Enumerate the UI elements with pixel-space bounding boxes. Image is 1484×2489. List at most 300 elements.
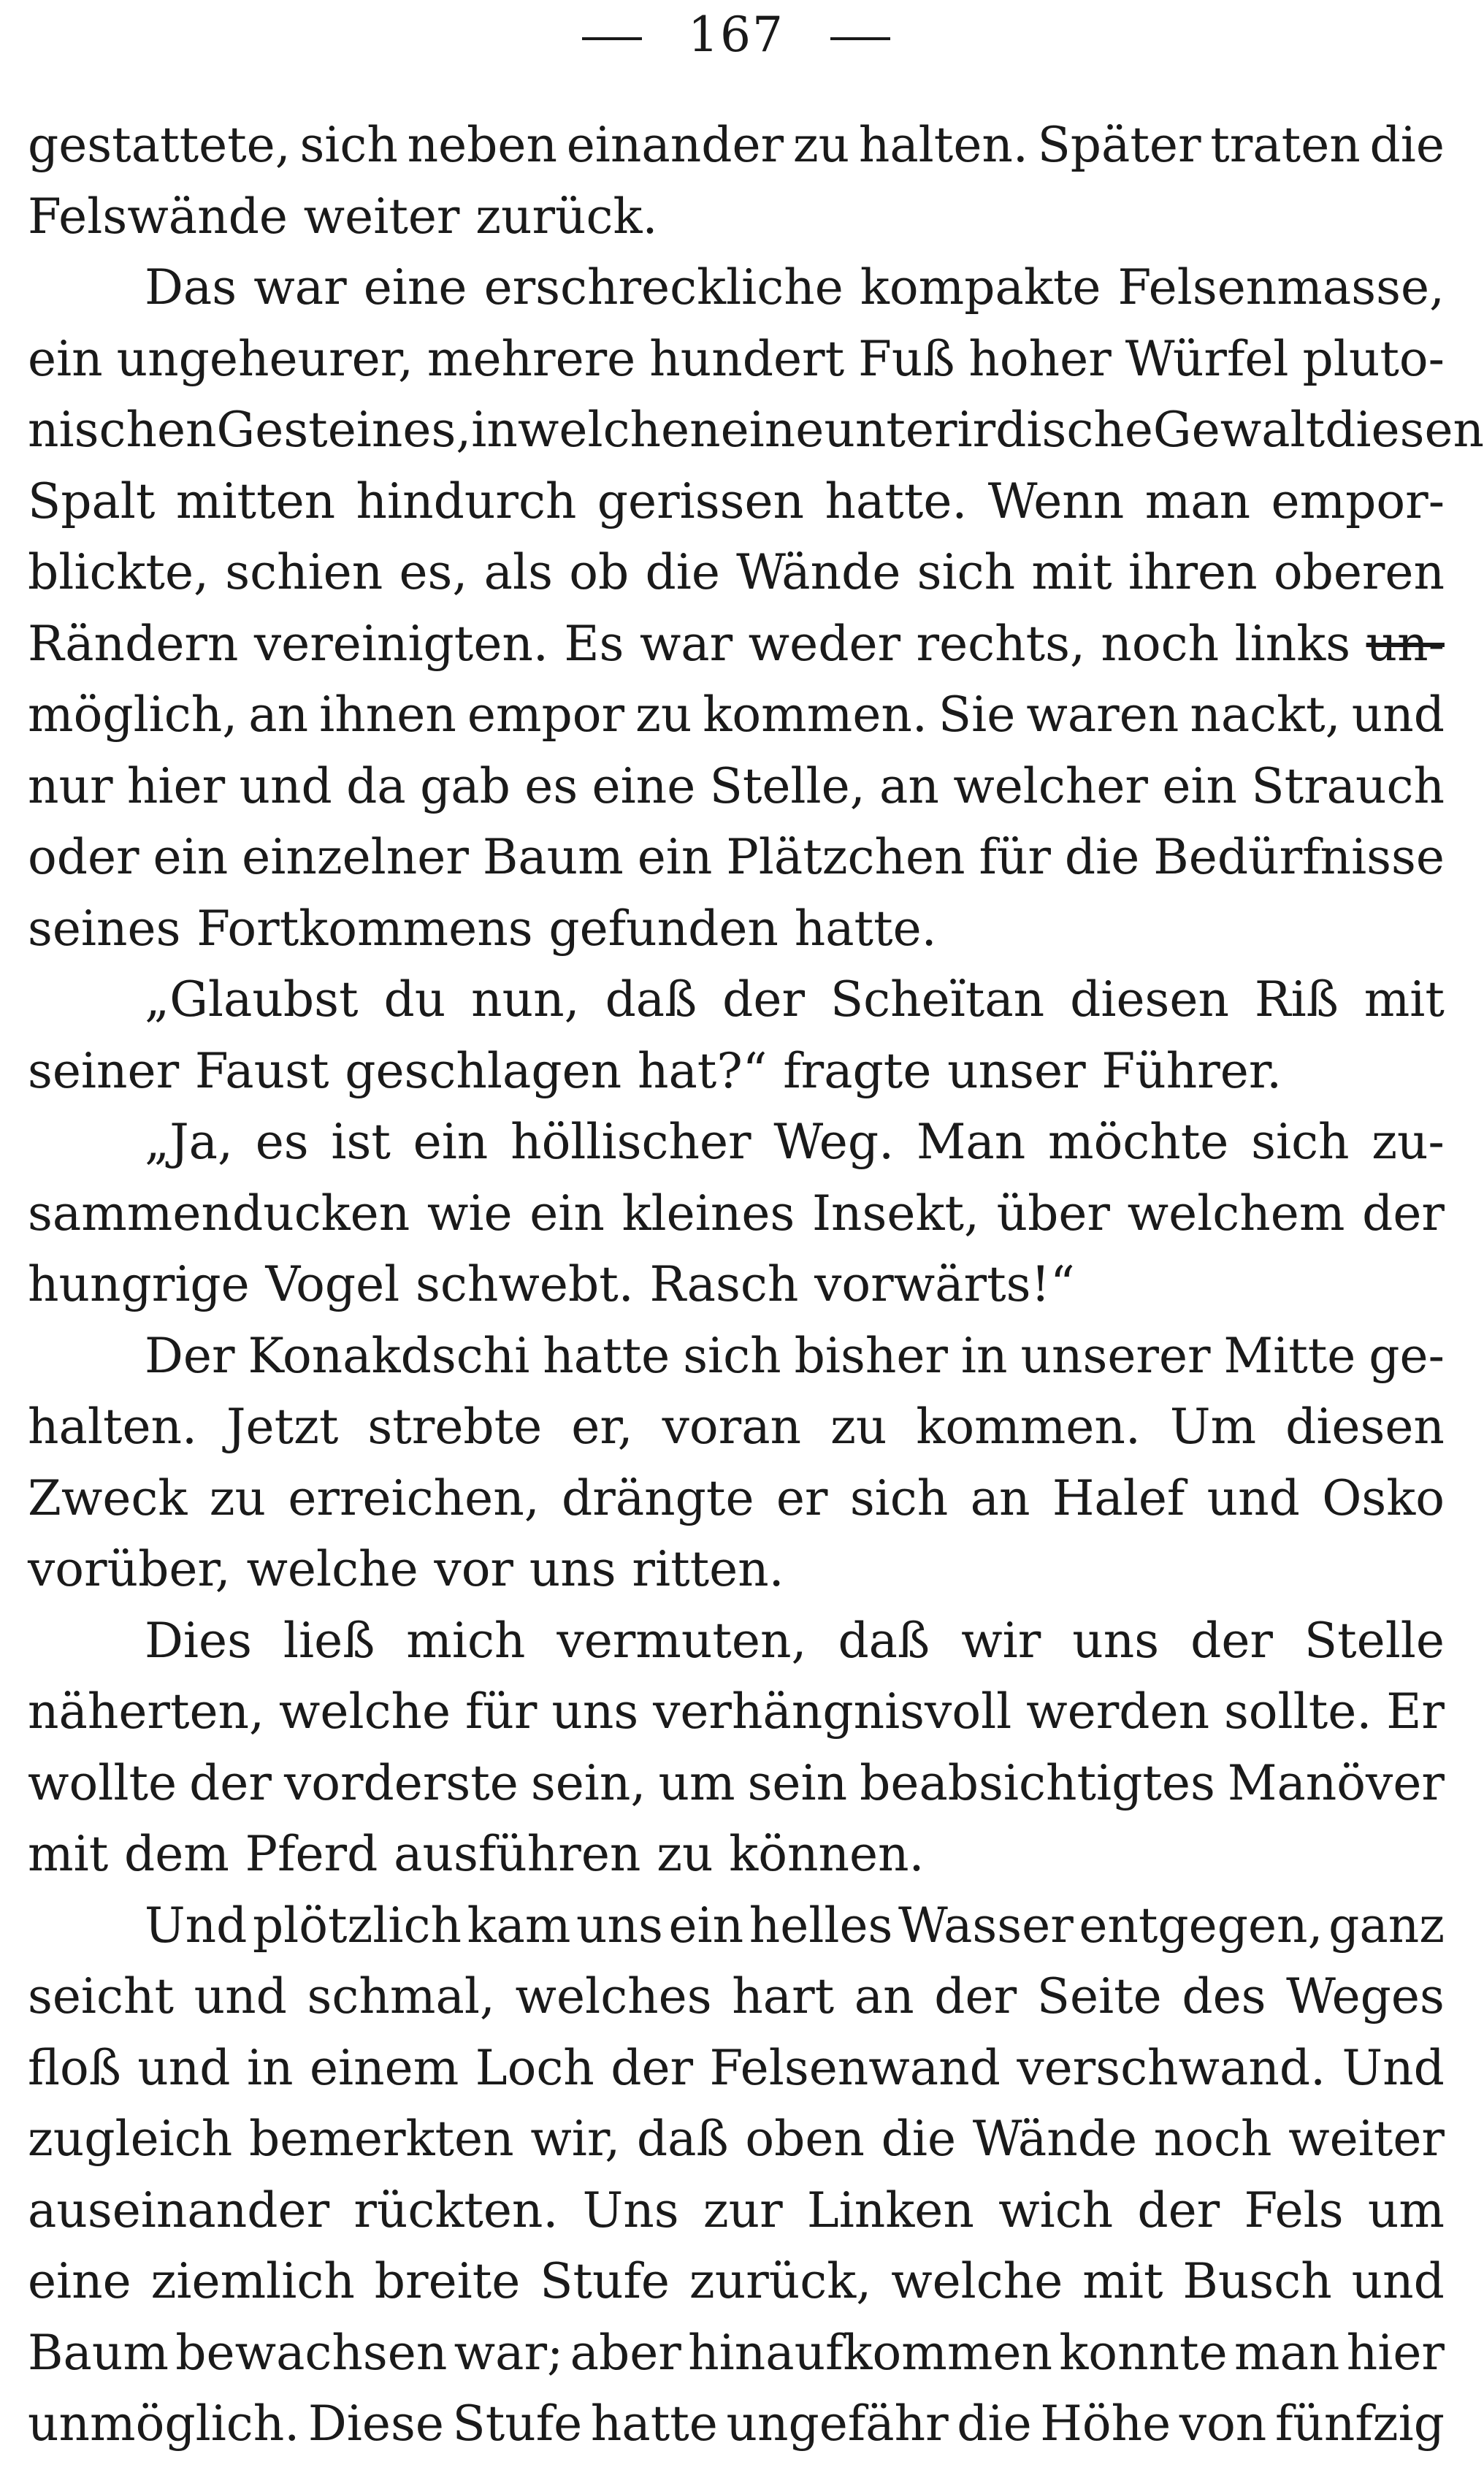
word: gab xyxy=(420,757,510,814)
text-line xyxy=(28,1748,1445,1819)
word: plötzlich xyxy=(252,1897,462,1954)
word: der xyxy=(722,971,806,1028)
word: sollte. xyxy=(1223,1683,1372,1740)
word: mehrere xyxy=(427,330,636,387)
text-line xyxy=(28,1320,1445,1392)
word: und xyxy=(194,1968,287,2025)
word: uns xyxy=(1072,1612,1160,1669)
page-header xyxy=(0,6,1472,64)
word: ließ xyxy=(283,1612,375,1669)
word: Bedürfnisse xyxy=(1153,829,1445,885)
word: Wenn xyxy=(987,473,1125,529)
word: mit xyxy=(1363,971,1445,1028)
word: wich xyxy=(998,2182,1114,2238)
word: sammenducken xyxy=(28,1185,410,1242)
word: Gewalt xyxy=(1152,402,1326,458)
word: sich xyxy=(683,1327,781,1384)
word: helles xyxy=(749,1897,893,1954)
word: der xyxy=(1362,1185,1445,1242)
word: ein xyxy=(153,829,229,885)
word: hier xyxy=(1346,2324,1445,2381)
text-line xyxy=(28,1463,1445,1534)
word: verhängnisvoll xyxy=(653,1683,1012,1740)
word: es, xyxy=(399,544,468,600)
word: Jetzt xyxy=(226,1399,339,1455)
word: empor xyxy=(467,687,625,743)
word: ein xyxy=(529,1185,605,1242)
word: und xyxy=(1351,2253,1445,2309)
word: die xyxy=(1369,117,1445,173)
word: oder xyxy=(28,829,139,885)
word: noch xyxy=(1153,2111,1272,2167)
word: Baum xyxy=(482,829,624,885)
word: Plätzchen xyxy=(726,829,965,885)
word: hatte xyxy=(543,1327,670,1384)
word: es xyxy=(255,1114,309,1170)
word: Busch xyxy=(1182,2253,1332,2309)
word: und xyxy=(239,757,332,814)
word: ihnen xyxy=(319,687,456,743)
word: Stelle, xyxy=(709,757,865,814)
word: als xyxy=(483,544,553,600)
word: einander xyxy=(566,117,784,173)
word: rückten. xyxy=(353,2182,559,2238)
word: Wasser xyxy=(898,1897,1074,1954)
word: hungrige xyxy=(28,1256,250,1312)
word: fünfzig xyxy=(1274,2396,1445,2452)
word: weiter xyxy=(1288,2111,1445,2167)
word: zu xyxy=(792,117,850,173)
word: die xyxy=(1064,829,1140,885)
word: wir xyxy=(961,1612,1041,1669)
word: hindurch xyxy=(356,473,577,529)
word: oberen xyxy=(1273,544,1445,600)
word: und xyxy=(137,2039,231,2096)
text-line xyxy=(28,1676,1445,1748)
word: die xyxy=(645,544,720,600)
word: ge- xyxy=(1369,1327,1445,1384)
word: Rasch xyxy=(649,1256,799,1312)
text-line xyxy=(28,1036,1445,1107)
text-line xyxy=(28,2246,1445,2317)
word: uns xyxy=(529,1541,616,1597)
word: Es xyxy=(564,615,624,672)
word: wir, xyxy=(530,2111,621,2167)
word: zurück. xyxy=(475,188,658,245)
word: erreichen, xyxy=(288,1469,540,1526)
word: bewachsen xyxy=(175,2324,448,2381)
word: un- xyxy=(1366,615,1445,672)
word: Stufe xyxy=(452,2396,583,2452)
word: konnte xyxy=(1059,2324,1228,2381)
word: es xyxy=(524,757,578,814)
word: auseinander xyxy=(28,2182,330,2238)
word: Weges xyxy=(1286,1968,1445,2025)
word: diesen xyxy=(1285,1399,1445,1455)
word: Insekt, xyxy=(811,1185,979,1242)
word: Weg. xyxy=(773,1114,895,1170)
word: der xyxy=(934,1968,1017,2025)
word: floß xyxy=(28,2039,121,2096)
word: daß xyxy=(838,1612,930,1669)
word: näherten, xyxy=(28,1683,265,1740)
word: in xyxy=(246,2039,294,2096)
word: der xyxy=(1190,1612,1273,1669)
word: er xyxy=(776,1469,828,1526)
text-line xyxy=(28,394,1484,466)
word: ein xyxy=(637,829,713,885)
text-line xyxy=(28,181,1445,253)
word: unserer xyxy=(1020,1327,1211,1384)
word: ausführen xyxy=(394,1826,641,1882)
word: erschreckliche xyxy=(483,259,844,316)
word: gefunden xyxy=(548,900,779,957)
word: zu xyxy=(635,687,692,743)
word: ziemlich xyxy=(150,2253,355,2309)
text-line xyxy=(28,1605,1445,1677)
word: zu xyxy=(657,1826,714,1882)
word: drängte xyxy=(562,1469,754,1526)
word: Gesteines, xyxy=(216,402,472,458)
word: Osko xyxy=(1322,1469,1445,1526)
word: kam xyxy=(467,1897,571,1954)
text-line xyxy=(28,1106,1445,1178)
word: Sie xyxy=(938,687,1016,743)
word: ihren xyxy=(1128,544,1258,600)
word: Baum xyxy=(28,2324,169,2381)
word: schwebt. xyxy=(416,1256,634,1312)
word: vermuten, xyxy=(556,1612,807,1669)
text-line xyxy=(28,324,1445,395)
word: pluto- xyxy=(1302,330,1445,387)
word: Vogel xyxy=(265,1256,400,1312)
word: Man xyxy=(916,1114,1026,1170)
word: zu xyxy=(830,1399,887,1455)
word: breite xyxy=(374,2253,521,2309)
word: Fels xyxy=(1244,2182,1344,2238)
word: Das xyxy=(145,259,237,316)
header-dash-right xyxy=(830,37,890,40)
word: seines xyxy=(28,900,181,957)
word: eine xyxy=(720,402,825,458)
word: hoher xyxy=(968,330,1112,387)
text-line xyxy=(28,964,1445,1036)
word: bemerkten xyxy=(249,2111,514,2167)
word: Wände xyxy=(736,544,901,600)
word: Fortkommens xyxy=(196,900,533,957)
word: sich xyxy=(917,544,1016,600)
word: von xyxy=(1179,2396,1267,2452)
word: rechts, xyxy=(916,615,1085,672)
text-line xyxy=(28,1249,1445,1320)
word: bisher xyxy=(794,1327,948,1384)
word: um xyxy=(1367,2182,1445,2238)
word: des xyxy=(1182,1968,1266,2025)
word: wollte xyxy=(28,1754,177,1811)
word: ein xyxy=(668,1897,744,1954)
word: war; xyxy=(454,2324,564,2381)
word: mit xyxy=(28,1826,109,1882)
word: sein xyxy=(747,1754,848,1811)
word: schien xyxy=(225,544,383,600)
word: diesen xyxy=(1070,971,1229,1028)
word: Strauch xyxy=(1251,757,1445,814)
word: hundert xyxy=(649,330,845,387)
word: welchen xyxy=(517,402,721,458)
text-line xyxy=(28,2388,1445,2460)
word: kompakte xyxy=(860,259,1101,316)
word: hatte. xyxy=(794,900,937,957)
word: einzelner xyxy=(242,829,469,885)
word: ungefähr xyxy=(726,2396,949,2452)
word: uns xyxy=(551,1683,639,1740)
word: welchem xyxy=(1127,1185,1345,1242)
word: Seite xyxy=(1036,1968,1162,2025)
word: und xyxy=(1206,1469,1300,1526)
word: diesen xyxy=(1325,402,1484,458)
word: hatte xyxy=(590,2396,718,2452)
word: ungeheurer, xyxy=(116,330,413,387)
word: dem xyxy=(123,1826,229,1882)
word: ist xyxy=(331,1114,391,1170)
word: verschwand. xyxy=(1017,2039,1326,2096)
word: empor- xyxy=(1271,473,1445,529)
word: blickte, xyxy=(28,544,209,600)
body-text xyxy=(28,110,1484,2460)
text-line xyxy=(28,893,1445,965)
text-line xyxy=(28,2103,1445,2175)
word: ein xyxy=(1162,757,1238,814)
word: Zweck xyxy=(28,1469,188,1526)
word: daß xyxy=(605,971,697,1028)
word: links xyxy=(1234,615,1351,672)
word: Stelle xyxy=(1304,1612,1445,1669)
word: in xyxy=(471,402,518,458)
word: die xyxy=(881,2111,957,2167)
word: der xyxy=(611,2039,694,2096)
text-line xyxy=(28,608,1445,680)
word: vor xyxy=(434,1541,513,1597)
word: hart xyxy=(732,1968,835,2025)
text-line xyxy=(28,466,1445,538)
word: hinaufkommen xyxy=(688,2324,1052,2381)
word: Loch xyxy=(475,2039,594,2096)
text-line xyxy=(28,2175,1445,2247)
word: Linken xyxy=(806,2182,974,2238)
word: weiter xyxy=(303,188,460,245)
word: Später xyxy=(1037,117,1201,173)
word: welche xyxy=(246,1541,418,1597)
word: Wände xyxy=(972,2111,1138,2167)
word: Und xyxy=(1342,2039,1445,2096)
word: entgegen, xyxy=(1079,1897,1323,1954)
word: über xyxy=(996,1185,1110,1242)
word: unser xyxy=(947,1042,1086,1099)
word: eine xyxy=(592,757,696,814)
word: mitten xyxy=(175,473,336,529)
word: ein xyxy=(413,1114,489,1170)
word: Riß xyxy=(1254,971,1339,1028)
word: für xyxy=(979,829,1051,885)
word: Faust xyxy=(194,1042,329,1099)
text-line xyxy=(28,1391,1445,1463)
word: möglich, xyxy=(28,687,238,743)
word: können. xyxy=(729,1826,925,1882)
text-line xyxy=(28,1178,1445,1250)
word: schmal, xyxy=(307,1968,495,2025)
word: kommen. xyxy=(916,1399,1141,1455)
text-line xyxy=(28,110,1445,181)
word: Konakdschi xyxy=(248,1327,530,1384)
word: zu xyxy=(209,1469,266,1526)
word: Mitte xyxy=(1223,1327,1356,1384)
word: höllischer xyxy=(510,1114,751,1170)
word: halten. xyxy=(858,117,1028,173)
word: Uns xyxy=(582,2182,679,2238)
word: welches xyxy=(515,1968,712,2025)
word: nur xyxy=(28,757,113,814)
word: unmöglich. xyxy=(28,2396,300,2452)
word: war xyxy=(253,259,347,316)
word: gerissen xyxy=(597,473,805,529)
word: sich xyxy=(849,1469,949,1526)
word: der xyxy=(189,1754,272,1811)
word: nun, xyxy=(471,971,580,1028)
word: hier xyxy=(126,757,226,814)
word: geschlagen xyxy=(345,1042,622,1099)
word: neben xyxy=(407,117,557,173)
word: nackt, xyxy=(1190,687,1341,743)
word: traten xyxy=(1210,117,1361,173)
word: Und xyxy=(145,1897,248,1954)
word: Stufe xyxy=(540,2253,670,2309)
word: er, xyxy=(571,1399,633,1455)
word: Würfel xyxy=(1125,330,1289,387)
word: sich xyxy=(1251,1114,1350,1170)
word: Scheïtan xyxy=(830,971,1045,1028)
word: Pferd xyxy=(245,1826,378,1882)
word: kommen. xyxy=(703,687,928,743)
word: vorüber, xyxy=(28,1541,231,1597)
word: welche xyxy=(278,1683,451,1740)
word: Der xyxy=(145,1327,235,1384)
word: da xyxy=(346,757,406,814)
word: Felswände xyxy=(28,188,288,245)
word: vereinigten. xyxy=(253,615,548,672)
word: eine xyxy=(28,2253,131,2309)
word: noch xyxy=(1101,615,1220,672)
word: aber xyxy=(570,2324,681,2381)
word: vorwärts!“ xyxy=(814,1256,1075,1312)
word: wie xyxy=(427,1185,513,1242)
word: welche xyxy=(891,2253,1063,2309)
word: die xyxy=(957,2396,1032,2452)
word: voran xyxy=(662,1399,802,1455)
text-line xyxy=(28,2033,1445,2104)
word: man xyxy=(1234,2324,1340,2381)
word: Um xyxy=(1169,1399,1257,1455)
word: zur xyxy=(703,2182,783,2238)
text-line xyxy=(28,1961,1445,2033)
word: weder xyxy=(748,615,901,672)
word: welcher xyxy=(953,757,1148,814)
page-number: 167 xyxy=(688,7,784,63)
word: Fuß xyxy=(858,330,955,387)
word: sich xyxy=(299,117,398,173)
word: Er xyxy=(1386,1683,1445,1740)
word: und xyxy=(1351,687,1445,743)
word: „Glaubst xyxy=(145,971,359,1028)
word: zu- xyxy=(1372,1114,1445,1170)
text-line xyxy=(28,1534,1445,1605)
header-dash-left xyxy=(582,37,642,40)
word: uns xyxy=(576,1897,663,1954)
text-line xyxy=(28,822,1445,893)
word: Halef xyxy=(1052,1469,1185,1526)
word: mit xyxy=(1082,2253,1163,2309)
word: sein, xyxy=(530,1754,646,1811)
word: an xyxy=(970,1469,1030,1526)
word: ob xyxy=(569,544,630,600)
word: Manöver xyxy=(1227,1754,1445,1811)
word: um xyxy=(658,1754,735,1811)
word: Felsenmasse, xyxy=(1117,259,1445,316)
word: man xyxy=(1144,473,1251,529)
word: möchte xyxy=(1047,1114,1229,1170)
word: vorderste xyxy=(283,1754,519,1811)
word: an xyxy=(879,757,939,814)
word: in xyxy=(960,1327,1008,1384)
text-line xyxy=(28,751,1445,822)
text-line xyxy=(28,2317,1445,2389)
word: Höhe xyxy=(1040,2396,1171,2452)
word: an xyxy=(854,1968,914,2025)
word: der xyxy=(1137,2182,1220,2238)
word: werden xyxy=(1026,1683,1210,1740)
word: eine xyxy=(363,259,467,316)
word: für xyxy=(464,1683,538,1740)
word: Felsenwand xyxy=(709,2039,1001,2096)
word: nischen xyxy=(28,402,217,458)
word: strebte xyxy=(367,1399,543,1455)
word: kleines xyxy=(621,1185,795,1242)
word: mit xyxy=(1031,544,1112,600)
word: daß xyxy=(636,2111,729,2167)
word: Diese xyxy=(307,2396,444,2452)
word: hatte. xyxy=(825,473,968,529)
word: fragte xyxy=(783,1042,932,1099)
word: mich xyxy=(406,1612,526,1669)
word: zurück, xyxy=(689,2253,872,2309)
word: du xyxy=(383,971,446,1028)
word: ganz xyxy=(1328,1897,1445,1954)
word: „Ja, xyxy=(145,1114,233,1170)
word: seicht xyxy=(28,1968,175,2025)
word: oben xyxy=(745,2111,865,2167)
word: an xyxy=(248,687,309,743)
word: waren xyxy=(1026,687,1179,743)
word: halten. xyxy=(28,1399,198,1455)
word: Rändern xyxy=(28,615,239,672)
word: gestattete, xyxy=(28,117,291,173)
word: hat?“ xyxy=(637,1042,768,1099)
word: Spalt xyxy=(28,473,156,529)
word: Dies xyxy=(145,1612,252,1669)
word: ein xyxy=(28,330,103,387)
text-line xyxy=(28,1890,1445,1962)
text-line xyxy=(28,1819,1445,1890)
word: zugleich xyxy=(28,2111,233,2167)
